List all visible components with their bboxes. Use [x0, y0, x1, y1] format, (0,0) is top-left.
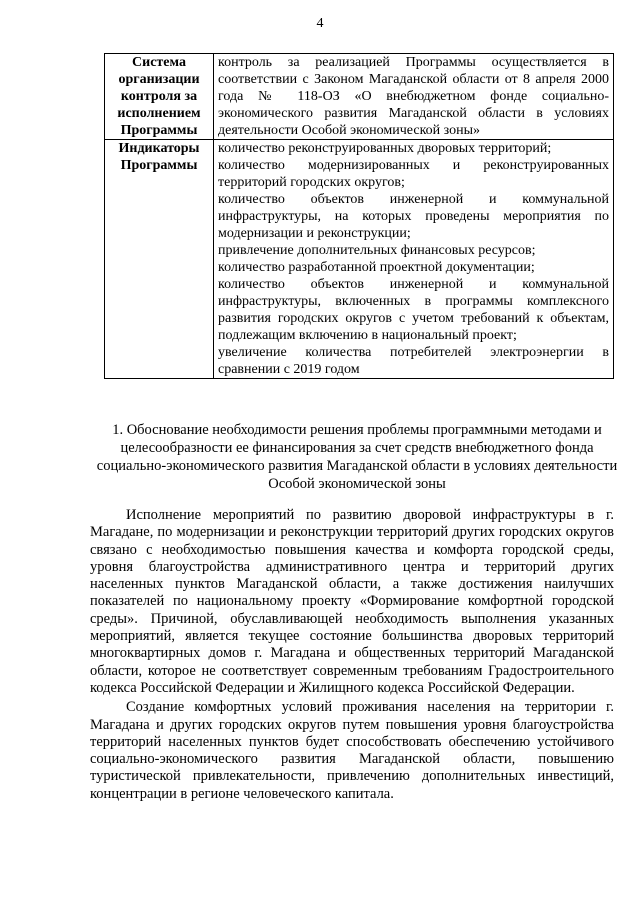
indicator-item: количество модернизированных и реконструированных территорий городских округов;: [218, 158, 609, 190]
indicator-item: количество объектов инженерной и коммунальной инфраструктуры, включенных в программы комплексного развития городских округов с учетом требований к объектам, подлежащим включению в национальный проект;: [218, 277, 609, 343]
row-value: [214, 54, 614, 140]
page-number: 4: [316, 16, 324, 31]
section-heading: 1. Обоснование необходимости решения проблемы программными методами и целесообразности ее финансирования за счет средств внебюджетного фонда социально-экономического развития Магаданской области в условиях деятельности Особой экономической зоны: [96, 422, 618, 492]
table-row-control-system: [105, 54, 614, 140]
program-passport-table: [104, 53, 614, 379]
paragraph: Исполнение мероприятий по развитию дворовой инфраструктуры в г. Магадане, по модернизации и реконструкции территорий других городских округов связано с необходимостью повышения качества и комфорта городской среды, уровня благоустройства административного центра и территорий других населенных пунктов Магаданской области, а также достижения наилучших показателей по национальному проекту «Формирование комфортной городской среды». Причиной, обуславливающей необходимость выполнения указанных мероприятий, является текущее состояние большинства дворовых территорий многоквартирных домов г. Магадана и общественных территорий Магаданской области, которое не соответствует современным требованиям Градостроительного кодекса Российской Федерации и Жилищного кодекса Российской Федерации.: [90, 507, 614, 696]
paragraph: Создание комфортных условий проживания населения на территории г. Магадана и других городских округов путем повышения уровня благоустройства территорий населенных пунктов будет способствовать обеспечению устойчивого социально-экономического развития Магаданской области, повышению туристической привлекательности, привлечению дополнительных инвестиций, концентрации в регионе человеческого капитала.: [90, 699, 614, 802]
value-line: контроль за реализацией Программы осуществляется в соответствии с Законом Магаданской области от 8 апреля 2000 года № 118-ОЗ «О внебюджетном фонде социально-экономического развития Магаданской области в условиях деятельности Особой экономической зоны»: [218, 55, 609, 138]
indicator-item: привлечение дополнительных финансовых ресурсов;: [218, 243, 536, 258]
indicator-item: количество объектов инженерной и коммунальной инфраструктуры, на которых проведены мероприятия по модернизации и реконструкции;: [218, 192, 609, 241]
row-label: Индикаторы Программы: [105, 140, 214, 379]
table-row-indicators: [105, 140, 614, 379]
row-value: [214, 140, 614, 379]
row-label: Система организации контроля за исполнением Программы: [105, 54, 214, 140]
body-text: [90, 507, 614, 805]
indicator-item: увеличение количества потребителей электроэнергии в сравнении с 2019 годом: [218, 345, 609, 377]
indicator-item: количество реконструированных дворовых территорий;: [218, 141, 552, 156]
indicator-item: количество разработанной проектной документации;: [218, 260, 535, 275]
